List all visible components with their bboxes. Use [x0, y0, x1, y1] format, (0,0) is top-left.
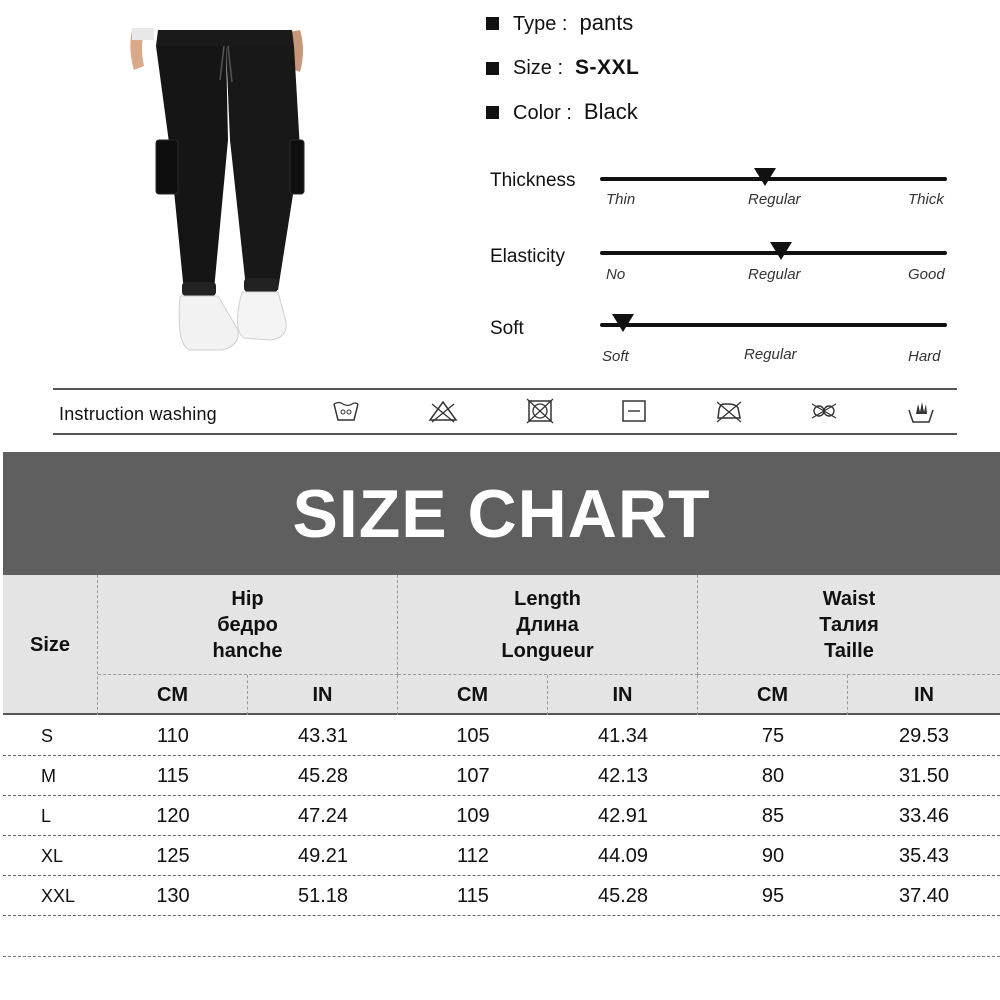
- unit-header: CM: [98, 675, 248, 715]
- table-divider: [3, 956, 1000, 957]
- hip-in-cell: 51.18: [297, 884, 349, 907]
- hip-cm-cell: 115: [157, 764, 189, 787]
- waist-cm-cell: 90: [761, 844, 785, 867]
- table-row: [3, 836, 1000, 876]
- hip-cm-cell: 130: [156, 884, 190, 907]
- waist-cm-cell: 80: [761, 764, 785, 787]
- size-cell: XL: [41, 845, 64, 866]
- soft-scale: [600, 323, 947, 327]
- table-row: [3, 876, 1000, 916]
- spec-type-label: Type :: [513, 13, 568, 35]
- waist-header: [698, 575, 1000, 675]
- soft-tick-low: Soft: [602, 348, 629, 365]
- waist-in-cell: 29.53: [898, 724, 950, 747]
- elasticity-tick-low: No: [606, 266, 626, 283]
- soft-tick-mid: Regular: [744, 346, 797, 363]
- waist-cm-cell: 85: [761, 804, 785, 827]
- elasticity-label: Elasticity: [490, 246, 565, 267]
- length-in-cell: 44.09: [597, 844, 649, 867]
- no-tumble-dry-icon: [525, 398, 555, 424]
- hip-header-fr: hanche: [212, 639, 283, 662]
- soft-label: Soft: [490, 318, 524, 339]
- thickness-marker-icon: [754, 168, 776, 186]
- length-in-cell: 42.13: [597, 764, 649, 787]
- hip-cm-cell: 125: [156, 844, 190, 867]
- waist-in-cell: 33.46: [898, 804, 950, 827]
- spec-size-label: Size :: [513, 57, 564, 79]
- length-in-cell: 45.28: [597, 884, 649, 907]
- washing-instructions: [53, 388, 957, 435]
- size-column-header: Size: [3, 575, 98, 715]
- size-cell: S: [41, 725, 54, 746]
- size-cell: M: [41, 765, 56, 786]
- spec-type-value: pants: [579, 10, 634, 35]
- bullet-icon: [486, 62, 499, 75]
- hip-header-ru: бедро: [217, 613, 278, 636]
- soft-marker-icon: [612, 314, 634, 332]
- bullet-icon: [486, 106, 499, 119]
- spec-type: [486, 10, 633, 36]
- waist-cm-cell: 95: [761, 884, 785, 907]
- unit-header: CM: [398, 675, 548, 715]
- hip-cm-cell: 110: [157, 724, 189, 747]
- length-cm-cell: 112: [457, 844, 489, 867]
- thickness-tick-low: Thin: [606, 191, 636, 208]
- no-dry-clean-icon: [809, 398, 839, 424]
- table-row: [3, 756, 1000, 796]
- elasticity-tick-high: Good: [908, 266, 945, 283]
- table-row: [3, 716, 1000, 756]
- length-header-en: Length: [514, 587, 581, 610]
- waist-header-ru: Талия: [819, 613, 879, 636]
- unit-header: IN: [248, 675, 398, 715]
- waist-in-cell: 35.43: [898, 844, 950, 867]
- spec-size: [486, 56, 639, 80]
- waist-in-cell: 31.50: [898, 764, 950, 787]
- size-cell: XXL: [41, 885, 76, 906]
- thickness-tick-mid: Regular: [748, 191, 801, 208]
- hip-in-cell: 47.24: [297, 804, 349, 827]
- no-bleach-icon: [428, 398, 458, 424]
- hand-wash-icon: [331, 398, 361, 424]
- table-header: [3, 575, 1000, 715]
- hip-in-cell: 45.28: [297, 764, 349, 787]
- hip-in-cell: 49.21: [297, 844, 349, 867]
- length-cm-cell: 107: [456, 764, 490, 787]
- length-header: [398, 575, 698, 675]
- elasticity-tick-mid: Regular: [748, 266, 801, 283]
- elasticity-marker-icon: [770, 242, 792, 260]
- size-chart-banner: [3, 452, 1000, 575]
- size-cell: L: [41, 805, 52, 826]
- spec-color-label: Color :: [513, 102, 572, 124]
- thickness-tick-high: Thick: [908, 191, 944, 208]
- spec-color-value: Black: [583, 99, 638, 124]
- no-iron-icon: [714, 398, 744, 424]
- length-cm-cell: 105: [456, 724, 490, 747]
- spec-color: [486, 99, 638, 125]
- soft-tick-high: Hard: [908, 348, 941, 365]
- length-cm-cell: 115: [457, 884, 489, 907]
- waist-header-fr: Taille: [824, 639, 874, 662]
- unit-header: IN: [548, 675, 698, 715]
- thickness-label: Thickness: [490, 170, 576, 191]
- product-photo: [110, 0, 340, 370]
- unit-header: CM: [698, 675, 848, 715]
- length-in-cell: 42.91: [597, 804, 649, 827]
- hip-cm-cell: 120: [156, 804, 190, 827]
- dry-flat-icon: [619, 398, 649, 424]
- waist-cm-cell: 75: [761, 724, 785, 747]
- waist-header-en: Waist: [822, 587, 876, 610]
- hip-header-en: Hip: [231, 587, 264, 610]
- waist-in-cell: 37.40: [898, 884, 950, 907]
- bullet-icon: [486, 17, 499, 30]
- spec-size-value: S-XXL: [575, 56, 640, 79]
- hip-in-cell: 43.31: [297, 724, 349, 747]
- length-cm-cell: 109: [456, 804, 490, 827]
- hip-header: [98, 575, 398, 675]
- length-in-cell: 41.34: [597, 724, 649, 747]
- size-chart-title: SIZE CHART: [292, 475, 711, 552]
- hand-wash-only-icon: [906, 398, 936, 424]
- unit-header: IN: [914, 683, 934, 706]
- length-header-ru: Длина: [516, 613, 579, 636]
- washing-label: Instruction washing: [59, 404, 217, 424]
- table-row: [3, 796, 1000, 836]
- length-header-fr: Longueur: [501, 639, 594, 662]
